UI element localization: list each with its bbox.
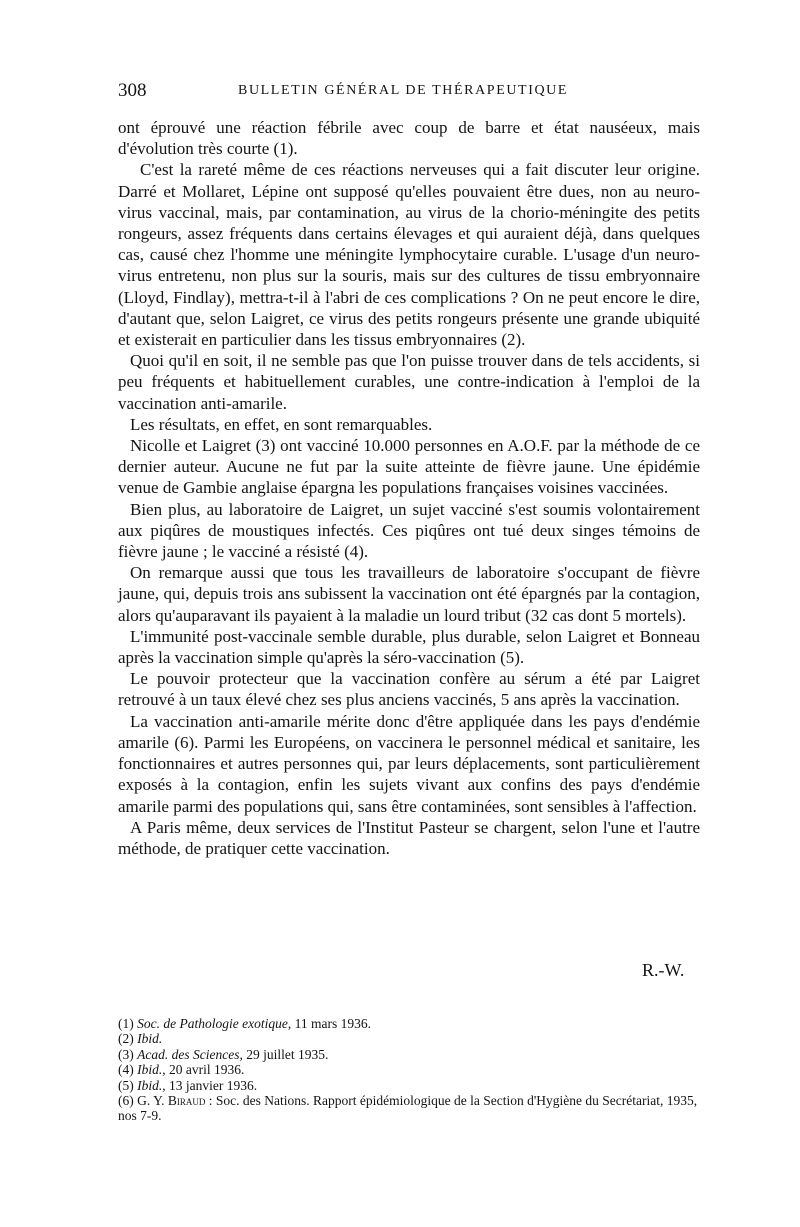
- footnote: [118, 1078, 700, 1093]
- footnote: [118, 1093, 700, 1124]
- page-header: [118, 80, 700, 106]
- footnote: [118, 1047, 700, 1062]
- footnote-text: , 11 mars 1936.: [287, 1016, 371, 1031]
- footnote-source: Soc. de Pathologie exotique: [137, 1016, 288, 1031]
- paragraph: ont éprouvé une réaction fébrile avec coup de barre et état nauséeux, mais d'évolution très courte (1).: [118, 118, 700, 159]
- footnote-source: Acad. des Sciences: [137, 1046, 240, 1062]
- page-number: 308: [118, 80, 147, 101]
- footnote-source: Ibid.: [137, 1062, 163, 1078]
- footnote: [118, 1062, 700, 1077]
- paragraph: Quoi qu'il en soit, il ne semble pas que l'on puisse trouver dans de tels accidents, si peu fréquents et habituellement curables, une contre-indication à l'emploi de la vaccination anti-amarile.: [118, 351, 700, 413]
- paragraph: Bien plus, au laboratoire de Laigret, un sujet vacciné s'est soumis volontairement aux piqûres de moustiques infectés. Ces piqûres ont tué deux singes témoins de fièvre jaune ; le vacciné a résisté (4).: [118, 499, 700, 562]
- footnote-text: , 29 juillet 1935.: [239, 1046, 329, 1062]
- footnote-text: , 20 avril 1936.: [162, 1062, 245, 1078]
- running-title: BULLETIN GÉNÉRAL DE THÉRAPEUTIQUE: [238, 83, 569, 98]
- article-body: [118, 117, 700, 859]
- footnote: [118, 1031, 700, 1046]
- paragraph: L'immunité post-vaccinale semble durable, plus durable, selon Laigret et Bonneau après la vaccination simple qu'après la séro-vaccination (5).: [118, 626, 700, 668]
- paragraph: Nicolle et Laigret (3) ont vacciné 10.000 personnes en A.O.F. par la méthode de ce dernier auteur. Aucune ne fut par la suite atteinte de fièvre jaune. Une épidémie venue de Gambie anglaise épargna les populations françaises voisines vaccinées.: [118, 436, 700, 498]
- footnote: [118, 1016, 700, 1031]
- footnote-number: (6): [118, 1093, 134, 1109]
- paragraph: La vaccination anti-amarile mérite donc d'être appliquée dans les pays d'endémie amarile (6). Parmi les Européens, on vaccinera le personnel médical et sanitaire, les fonctionnaires et autres personnes qui, par leurs déplacements, sont particulièrement exposés à la contagion, enfin les sujets vivant aux confins des pays d'endémie amarile parmi des populations qui, sans être contaminées, sont sensibles à l'affection.: [118, 711, 700, 816]
- footnote-author: G. Y. Biraud: [137, 1093, 206, 1109]
- footnotes: [118, 1016, 700, 1124]
- paragraph: Le pouvoir protecteur que la vaccination confère au sérum a été par Laigret retrouvé à un taux élevé chez ses plus anciens vaccinés, 5 ans après la vaccination.: [118, 669, 700, 710]
- footnote-source: Ibid.: [137, 1077, 163, 1093]
- footnote-source: Ibid.: [137, 1031, 163, 1047]
- footnote-text: : Soc. des Nations. Rapport épidémiologique de la Section d'Hygiène du Secrétariat, 1935, nos 7-9.: [118, 1093, 698, 1124]
- footnote-text: , 13 janvier 1936.: [162, 1077, 258, 1093]
- footnote-number: (2): [118, 1031, 134, 1047]
- paragraph: C'est la rareté même de ces réactions nerveuses qui a fait discuter leur origine. Darré et Mollaret, Lépine ont supposé qu'elles pouvaient être dues, non au neuro-virus vaccinal, mais, par contamination, au virus de la chorio-méningite des petits rongeurs, assez fréquents dans certains élevages et qui auraient déjà, dans quelques cas, causé chez l'homme une méningite lymphocytaire curable. L'usage d'un neuro-virus entretenu, non plus sur la souris, mais sur des cultures de tissu embryonnaire (Lloyd, Findlay), mettra-t-il à l'abri de ces complications ? On ne peut encore le dire, d'autant que, selon Laigret, ce virus des petits rongeurs présente une grande ubiquité et existerait en particulier dans les tissus embryonnaires (2).: [118, 160, 700, 350]
- footnote-number: (3): [118, 1046, 134, 1062]
- paragraph: On remarque aussi que tous les travailleurs de laboratoire s'occupant de fièvre jaune, qui, depuis trois ans subissent la vaccination ont été épargnés par la contagion, alors qu'auparavant ils payaient à la maladie un lourd tribut (32 cas dont 5 mortels).: [118, 563, 700, 625]
- author-signature: R.-W.: [642, 960, 685, 980]
- paragraph: Les résultats, en effet, en sont remarquables.: [130, 414, 433, 434]
- paragraph: A Paris même, deux services de l'Institut Pasteur se chargent, selon l'une et l'autre méthode, de pratiquer cette vaccination.: [118, 817, 700, 858]
- footnote-number: (1): [118, 1016, 134, 1031]
- footnote-number: (5): [118, 1077, 134, 1093]
- footnote-number: (4): [118, 1062, 134, 1078]
